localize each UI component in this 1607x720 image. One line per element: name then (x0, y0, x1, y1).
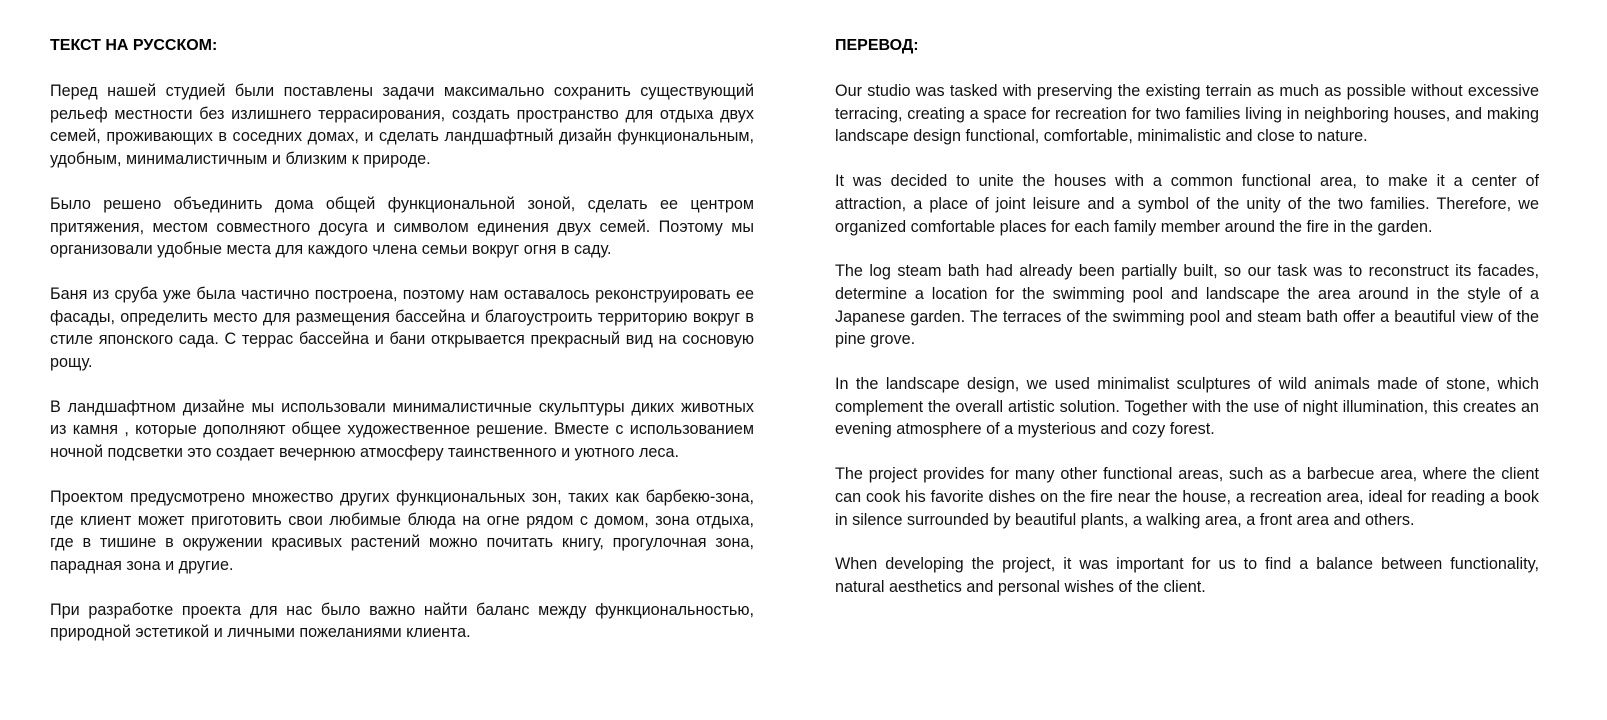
russian-paragraph-6: При разработке проекта для нас было важно найти баланс между функциональностью, природной эстетикой и личными пожеланиями клиента. (50, 600, 754, 642)
translation-paragraph-2: It was decided to unite the houses with a common functional area, to make it a center of attraction, a place of joint leisure and a symbol of the unity of the two families. Therefore, we organized comfortable places for each family member around the fire in the garden. (835, 172, 1539, 236)
translation-paragraph-5: The project provides for many other functional areas, such as a barbecue area, where the client can cook his favorite dishes on the fire near the house, a recreation area, ideal for reading a book in silence surrounded by beautiful plants, a walking area, a front area and others. (835, 465, 1539, 529)
russian-text-heading: ТЕКСТ НА РУССКОМ: (50, 37, 218, 54)
translation-paragraph-1: Our studio was tasked with preserving the existing terrain as much as possible without excessive terracing, creating a space for recreation for two families living in neighboring houses, and making landscape design functional, comfortable, minimalistic and close to nature. (835, 82, 1539, 146)
russian-paragraph-5: Проектом предусмотрено множество других функциональных зон, таких как барбекю-зона, где клиент может приготовить свои любимые блюда на огне рядом с домом, зона отдыха, где в тишине в окружении красивых растений можно почитать книгу, прогулочная зона, парадная зона и другие. (50, 487, 754, 574)
russian-paragraph-1: Перед нашей студией были поставлены задачи максимально сохранить существующий рельеф местности без излишнего террасирования, создать пространство для отдыха двух семей, проживающих в соседних домах, и сделать ландшафтный дизайн функциональным, удобным, минималистичным и близким к природе. (50, 82, 754, 169)
translation-paragraph-4: In the landscape design, we used minimalist sculptures of wild animals made of stone, which complement the overall artistic solution. Together with the use of night illumination, this creates an evening atmosphere of a mysterious and cozy forest. (835, 375, 1539, 439)
translation-heading: ПЕРЕВОД: (835, 37, 919, 54)
russian-paragraph-4: В ландшафтном дизайне мы использовали минималистичные скульптуры диких животных из камня , которые дополняют общее художественное решение. Вместе с использованием ночной подсветки это создает вечернюю атмосферу таинственного и уютного леса. (50, 397, 754, 462)
russian-text-column (50, 36, 754, 666)
russian-paragraph-3: Баня из сруба уже была частично построена, поэтому нам оставалось реконструировать ее фасады, определить место для размещения бассейна и благоустроить территорию вокруг в стиле японского сада. С террас бассейна и бани открывается прекрасный вид на сосновую рощу. (50, 284, 754, 372)
russian-paragraph-2: Было решено объединить дома общей функциональной зоной, сделать ее центром притяжения, местом совместного досуга и символом единения двух семей. Поэтому мы организовали удобные места для каждого члена семьи вокруг огня в саду. (50, 194, 754, 259)
translation-paragraph-6: When developing the project, it was important for us to find a balance between functionality, natural aesthetics and personal wishes of the client. (835, 555, 1539, 596)
translation-column (835, 36, 1539, 621)
translation-paragraph-3: The log steam bath had already been partially built, so our task was to reconstruct its facades, determine a location for the swimming pool and landscape the area around in the style of a Japanese garden. The terraces of the swimming pool and steam bath offer a beautiful view of the pine grove. (835, 262, 1539, 349)
